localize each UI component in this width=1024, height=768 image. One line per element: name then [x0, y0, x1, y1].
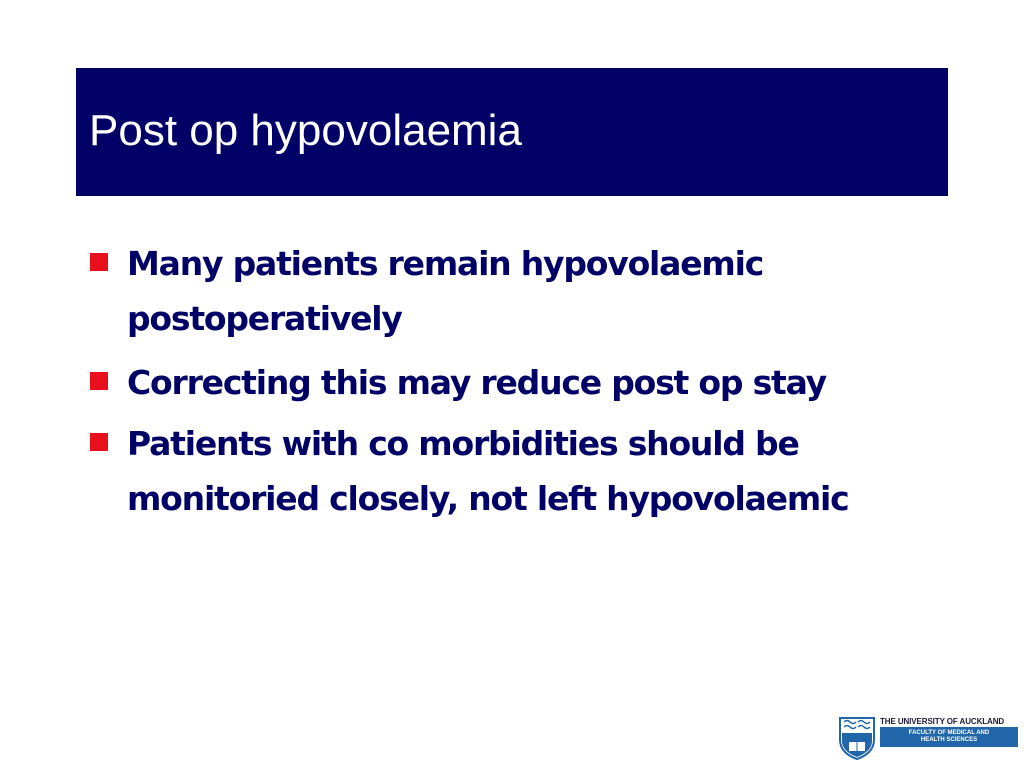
bullet-item — [90, 236, 950, 346]
university-crest-icon — [838, 716, 876, 760]
bullet-list — [90, 236, 950, 538]
red-square-icon — [90, 253, 108, 271]
bullet-text: Correcting this may reduce post op stay — [127, 363, 826, 402]
bullet-item — [90, 416, 950, 526]
red-square-icon — [90, 372, 108, 390]
slide-title: Post op hypovolaemia — [89, 106, 522, 155]
red-square-icon — [90, 433, 108, 451]
faculty-name-line1: FACULTY OF MEDICAL AND — [908, 730, 990, 736]
faculty-name-line2: HEALTH SCIENCES — [920, 737, 978, 743]
university-logo — [838, 716, 1020, 760]
title-bar — [76, 68, 948, 196]
faculty-name-box — [880, 727, 1018, 747]
bullet-text: Many patients remain hypovolaemic postoperatively — [127, 244, 764, 338]
bullet-item — [90, 355, 950, 410]
university-name: THE UNIVERSITY OF AUCKLAND — [880, 717, 1005, 726]
bullet-text: Patients with co morbidities should be monitoried closely, not left hypovolaemic — [127, 424, 849, 518]
